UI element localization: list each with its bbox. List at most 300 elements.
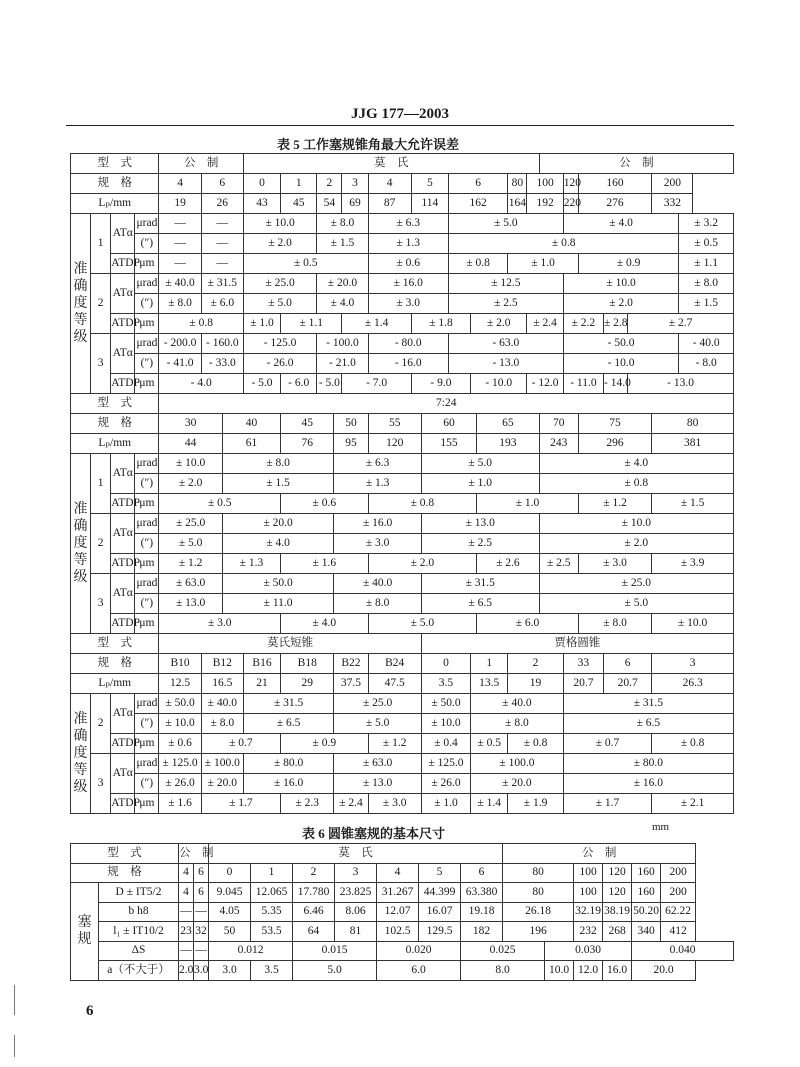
value-cell: - 5.0 <box>243 374 280 394</box>
spec-cell: 0 <box>209 863 251 883</box>
value-cell: ± 20.0 <box>201 774 243 794</box>
value-cell: ± 2.0 <box>563 294 679 314</box>
grade-number: 3 <box>91 574 111 634</box>
t5-s3-g2-sec <box>71 714 734 734</box>
accuracy-grade-label: 准确度等级 <box>71 694 91 814</box>
t5-s1-g1-dp <box>71 254 734 274</box>
value-cell: ± 13.0 <box>159 594 222 614</box>
spec-cell: 65 <box>477 414 540 434</box>
spec-cell: 100 <box>527 174 563 194</box>
t5-s3-g3-sec <box>71 774 734 794</box>
value-cell: - 13.0 <box>628 374 734 394</box>
unit-urad: μrad <box>135 274 159 294</box>
at-dp-label: ATDP <box>111 554 135 574</box>
value-cell: ± 63.0 <box>334 754 421 774</box>
value-cell: ± 2.0 <box>368 554 477 574</box>
spec-cell: 1 <box>471 654 508 674</box>
value-cell: ± 2.6 <box>477 554 540 574</box>
grade-number: 2 <box>91 514 111 574</box>
value-cell: ± 1.6 <box>281 554 368 574</box>
t5-s1-g2-dp <box>71 314 734 334</box>
value-cell: ± 8.0 <box>222 454 334 474</box>
value-cell: 100 <box>574 883 603 903</box>
unit-um: μm <box>135 494 159 514</box>
t5-s2-g1-sec <box>71 474 734 494</box>
spec-cell: B10 <box>159 654 201 674</box>
value-cell: — <box>201 234 243 254</box>
grade-number: 2 <box>91 274 111 334</box>
value-cell: 12.07 <box>377 902 419 922</box>
value-cell: 232 <box>574 922 603 942</box>
unit-seconds: (″) <box>135 774 159 794</box>
row-label: l₁ ± IT10/2 <box>99 922 179 942</box>
lp-cell: 20.7 <box>563 674 603 694</box>
value-cell: - 16.0 <box>368 354 448 374</box>
value-cell: ± 10.0 <box>159 454 222 474</box>
value-cell: ± 1.3 <box>334 474 421 494</box>
value-cell: ± 63.0 <box>159 574 222 594</box>
lp-label: Lₚ/mm <box>71 674 159 694</box>
spec-cell: 0 <box>421 654 470 674</box>
at-alpha-label: ATα <box>111 514 135 554</box>
spec-cell: B12 <box>201 654 243 674</box>
unit-urad: μrad <box>135 694 159 714</box>
value-cell: ± 2.0 <box>159 474 222 494</box>
t5-s2-g1-dp <box>71 494 734 514</box>
scan-edge-mark <box>14 985 15 1015</box>
t5-s3-g3-dp <box>71 794 734 814</box>
t5-s1-model-row <box>71 154 734 174</box>
model-label: 型 式 <box>71 634 159 654</box>
value-cell: ± 0.4 <box>421 734 470 754</box>
t5-s2-g3-urad <box>71 574 734 594</box>
value-cell: ± 1.0 <box>477 494 579 514</box>
t5-s1-g3-urad <box>71 334 734 354</box>
lp-cell: 276 <box>578 194 651 214</box>
value-cell: - 9.0 <box>411 374 470 394</box>
spec-cell: 40 <box>222 414 280 434</box>
value-cell: 8.0 <box>461 961 545 981</box>
lp-cell: 193 <box>477 434 540 454</box>
value-cell: ± 1.7 <box>563 794 651 814</box>
value-cell: ± 0.9 <box>578 254 679 274</box>
value-cell: - 50.0 <box>563 334 679 354</box>
lp-cell: 243 <box>539 434 578 454</box>
value-cell: ± 2.4 <box>527 314 563 334</box>
value-cell: - 200.0 <box>159 334 201 354</box>
value-cell: - 10.0 <box>471 374 527 394</box>
spec-cell: 33 <box>563 654 603 674</box>
t6-row-a <box>71 961 734 981</box>
value-cell: — <box>159 234 201 254</box>
value-cell: ± 50.0 <box>421 694 470 714</box>
value-cell: ± 0.6 <box>368 254 448 274</box>
spec-cell: 30 <box>159 414 222 434</box>
value-cell: - 10.0 <box>563 354 679 374</box>
value-cell: ± 2.1 <box>652 794 734 814</box>
lp-cell: 162 <box>448 194 507 214</box>
table5-caption: 表 5 工作塞规锥角最大允许误差 <box>277 137 460 152</box>
spec-cell: 55 <box>368 414 421 434</box>
value-cell: ± 3.0 <box>334 534 421 554</box>
row-label: D ± IT5/2 <box>99 883 179 903</box>
spec-cell: 70 <box>539 414 578 434</box>
spec-cell: 120 <box>563 174 578 194</box>
value-cell: - 14.0 <box>604 374 628 394</box>
spec-cell: 3 <box>342 174 368 194</box>
value-cell: ± 1.8 <box>411 314 470 334</box>
t5-s1-g2-sec <box>71 294 734 314</box>
value-cell: 120 <box>603 883 632 903</box>
running-header: JJG 177—2003 <box>351 106 449 122</box>
unit-um: μm <box>135 614 159 634</box>
lp-cell: 45 <box>281 194 317 214</box>
spec-cell: 50 <box>334 414 368 434</box>
value-cell: — <box>194 941 209 961</box>
value-cell: - 100.0 <box>317 334 368 354</box>
lp-cell: 12.5 <box>159 674 201 694</box>
value-cell: ± 25.0 <box>539 574 733 594</box>
lp-cell: 155 <box>421 434 476 454</box>
at-dp-label: ATDP <box>111 254 135 274</box>
lp-cell: 95 <box>334 434 368 454</box>
spec-cell: 4 <box>179 863 194 883</box>
t5-s2-g2-sec <box>71 534 734 554</box>
value-cell: ± 11.0 <box>222 594 334 614</box>
value-cell: - 4.0 <box>159 374 243 394</box>
value-cell: ± 2.0 <box>539 534 733 554</box>
value-cell: ± 3.2 <box>679 214 734 234</box>
t5-s3-g2-urad <box>71 694 734 714</box>
spec-cell: 4 <box>368 174 411 194</box>
at-dp-label: ATDP <box>111 734 135 754</box>
value-cell: 3.0 <box>194 961 209 981</box>
value-cell: ± 2.3 <box>281 794 334 814</box>
value-cell: ± 3.0 <box>578 554 651 574</box>
unit-um: μm <box>135 734 159 754</box>
spec-cell: 5 <box>411 174 448 194</box>
value-cell: ± 6.0 <box>477 614 579 634</box>
value-cell: — <box>179 902 194 922</box>
value-cell: 268 <box>603 922 632 942</box>
at-alpha-label: ATα <box>111 694 135 734</box>
value-cell: ± 31.5 <box>243 694 333 714</box>
value-cell: ± 1.2 <box>159 554 222 574</box>
value-cell: ± 3.9 <box>652 554 734 574</box>
value-cell: ± 2.4 <box>334 794 368 814</box>
row-label: a（不大于） <box>99 961 179 981</box>
spec-cell: 60 <box>421 414 476 434</box>
value-cell: ± 3.0 <box>368 294 448 314</box>
t5-s3-g2-dp <box>71 734 734 754</box>
spec-cell: 80 <box>508 174 527 194</box>
value-cell: ± 5.0 <box>243 294 316 314</box>
value-cell: 5.35 <box>251 902 293 922</box>
spec-cell: 120 <box>603 863 632 883</box>
value-cell: ± 2.5 <box>421 534 539 554</box>
page-number: 6 <box>86 1003 94 1019</box>
value-cell: ± 1.9 <box>508 794 563 814</box>
at-alpha-label: ATα <box>111 454 135 494</box>
spec-cell: 2 <box>293 863 335 883</box>
value-cell: ± 31.5 <box>563 694 733 714</box>
value-cell: 4 <box>179 883 194 903</box>
value-cell: ± 0.8 <box>448 254 507 274</box>
value-cell: 23.825 <box>335 883 377 903</box>
at-alpha-label: ATα <box>111 754 135 794</box>
spec-cell: 4 <box>377 863 419 883</box>
value-cell: 6.0 <box>377 961 461 981</box>
value-cell: ± 1.0 <box>243 314 280 334</box>
at-alpha-label: ATα <box>111 574 135 614</box>
t5-s3-spec-row <box>71 654 734 674</box>
t5-s2-g2-urad <box>71 514 734 534</box>
value-cell: 26.18 <box>503 902 574 922</box>
value-cell: 0.020 <box>377 941 461 961</box>
spec-cell: 45 <box>281 414 334 434</box>
t5-s3-g3-urad <box>71 754 734 774</box>
unit-um: μm <box>135 794 159 814</box>
spec-cell: B18 <box>281 654 334 674</box>
value-cell: 196 <box>503 922 574 942</box>
value-cell: 53.5 <box>251 922 293 942</box>
value-cell: ± 1.2 <box>578 494 651 514</box>
value-cell: 0.025 <box>461 941 545 961</box>
value-cell: 31.267 <box>377 883 419 903</box>
t5-s3-lp-row <box>71 674 734 694</box>
value-cell: 5.0 <box>293 961 377 981</box>
value-cell: ± 16.0 <box>368 274 448 294</box>
spec-cell: 80 <box>652 414 734 434</box>
lp-cell: 220 <box>563 194 578 214</box>
t5-s1-g2-urad <box>71 274 734 294</box>
value-cell: ± 0.8 <box>159 314 243 334</box>
value-cell: ± 5.0 <box>539 594 733 614</box>
value-cell: ± 10.0 <box>539 514 733 534</box>
value-cell: 200 <box>661 883 696 903</box>
t5-s1-lp-row <box>71 194 734 214</box>
lp-cell: 87 <box>368 194 411 214</box>
value-cell: 50 <box>209 922 251 942</box>
value-cell: 182 <box>461 922 503 942</box>
lp-cell: 44 <box>159 434 222 454</box>
value-cell: ± 0.8 <box>539 474 733 494</box>
spec-label: 规 格 <box>71 174 159 194</box>
spec-cell: 6 <box>448 174 507 194</box>
spec-cell: 160 <box>632 863 661 883</box>
value-cell: — <box>194 902 209 922</box>
value-cell: - 8.0 <box>679 354 734 374</box>
t6-row-l1 <box>71 922 734 942</box>
value-cell: ± 10.0 <box>563 274 679 294</box>
t5-s2-model-row <box>71 394 734 414</box>
lp-cell: 381 <box>652 434 734 454</box>
value-cell: ± 0.5 <box>679 234 734 254</box>
value-cell: ± 1.1 <box>679 254 734 274</box>
value-cell: - 5.0 <box>317 374 342 394</box>
value-cell: ± 6.5 <box>243 714 333 734</box>
grade-number: 3 <box>91 334 111 394</box>
table6-caption: 表 6 圆锥塞规的基本尺寸 <box>302 826 446 841</box>
value-cell: 32 <box>194 922 209 942</box>
value-cell: ± 1.5 <box>317 234 368 254</box>
unit-um: μm <box>135 374 159 394</box>
model-label: 型 式 <box>71 154 159 174</box>
t5-s2-g1-urad <box>71 454 734 474</box>
lp-cell: 19 <box>159 194 201 214</box>
at-dp-label: ATDP <box>111 374 135 394</box>
value-cell: ± 80.0 <box>563 754 733 774</box>
value-cell: - 125.0 <box>243 334 316 354</box>
value-cell: 8.06 <box>335 902 377 922</box>
unit-seconds: (″) <box>135 594 159 614</box>
value-cell: ± 0.5 <box>471 734 508 754</box>
value-cell: ± 100.0 <box>201 754 243 774</box>
value-cell: ± 1.7 <box>201 794 280 814</box>
value-cell: 50.20 <box>632 902 661 922</box>
at-alpha-label: ATα <box>111 274 135 314</box>
value-cell: ± 16.0 <box>243 774 333 794</box>
value-cell: 81 <box>335 922 377 942</box>
spec-cell: 2 <box>508 654 563 674</box>
table5 <box>70 153 734 814</box>
value-cell: ± 1.0 <box>421 794 470 814</box>
t6-spec-row <box>71 863 734 883</box>
value-cell: ± 1.5 <box>679 294 734 314</box>
value-cell: 160 <box>632 883 661 903</box>
value-cell: ± 4.0 <box>281 614 368 634</box>
group-morse: 莫 氏 <box>243 154 539 174</box>
value-cell: ± 50.0 <box>222 574 334 594</box>
value-cell: 63.380 <box>461 883 503 903</box>
lp-cell: 47.5 <box>368 674 421 694</box>
grade-number: 1 <box>91 214 111 274</box>
value-cell: ± 10.0 <box>421 714 470 734</box>
value-cell: ± 1.6 <box>159 794 201 814</box>
spec-label: 规 格 <box>71 863 179 883</box>
lp-cell: 19 <box>508 674 563 694</box>
value-cell: 6 <box>194 883 209 903</box>
at-alpha-label: ATα <box>111 214 135 254</box>
value-cell: ± 8.0 <box>578 614 651 634</box>
lp-cell: 61 <box>222 434 280 454</box>
value-cell: ± 2.0 <box>243 234 316 254</box>
value-cell: 102.5 <box>377 922 419 942</box>
value-cell: 0.040 <box>632 941 734 961</box>
value-cell: ± 31.5 <box>421 574 539 594</box>
at-alpha-label: ATα <box>111 334 135 374</box>
value-cell: ± 10.0 <box>159 714 201 734</box>
spec-cell: 6 <box>461 863 503 883</box>
value-cell: ± 25.0 <box>334 694 421 714</box>
value-cell: ± 13.0 <box>334 774 421 794</box>
spec-cell: 160 <box>578 174 651 194</box>
value-cell: 23 <box>179 922 194 942</box>
lp-cell: 164 <box>508 194 527 214</box>
unit-seconds: (″) <box>135 474 159 494</box>
scan-edge-mark <box>14 1035 15 1057</box>
value-cell: ± 1.0 <box>508 254 579 274</box>
value-cell: ± 8.0 <box>317 214 368 234</box>
row-label: ΔS <box>99 941 179 961</box>
value-cell: 129.5 <box>419 922 461 942</box>
spec-cell: 1 <box>281 174 317 194</box>
t5-s1-g3-dp <box>71 374 734 394</box>
t5-s1-g1-urad <box>71 214 734 234</box>
value-cell: 20.0 <box>632 961 696 981</box>
value-cell: 80 <box>503 883 574 903</box>
value-cell: ± 4.0 <box>222 534 334 554</box>
lp-cell: 54 <box>317 194 342 214</box>
spec-cell: 6 <box>201 174 243 194</box>
value-cell: 62.22 <box>661 902 696 922</box>
value-cell: ± 0.8 <box>368 494 477 514</box>
unit-urad: μrad <box>135 754 159 774</box>
lp-cell: 13.5 <box>471 674 508 694</box>
t5-s1-spec-row <box>71 174 734 194</box>
value-cell: - 6.0 <box>281 374 317 394</box>
value-cell: ± 20.0 <box>317 274 368 294</box>
t6-row-D <box>71 883 734 903</box>
value-cell: — <box>179 941 194 961</box>
lp-cell: 296 <box>578 434 651 454</box>
value-cell: ± 1.0 <box>421 474 539 494</box>
value-cell: ± 5.0 <box>368 614 477 634</box>
value-cell: ± 2.0 <box>471 314 527 334</box>
spec-cell: 100 <box>574 863 603 883</box>
value-cell: ± 0.7 <box>563 734 651 754</box>
value-cell: ± 16.0 <box>563 774 733 794</box>
table6-unit: mm <box>652 821 670 833</box>
value-cell: ± 3.0 <box>159 614 281 634</box>
value-cell: ± 40.0 <box>159 274 201 294</box>
lp-cell: 69 <box>342 194 368 214</box>
spec-cell: 2 <box>317 174 342 194</box>
value-cell: 3.5 <box>251 961 293 981</box>
lp-cell: 29 <box>281 674 334 694</box>
value-cell: ± 8.0 <box>471 714 564 734</box>
value-cell: ± 5.0 <box>334 714 421 734</box>
spec-cell: 0 <box>243 174 280 194</box>
grade-number: 1 <box>91 454 111 514</box>
spec-cell: 1 <box>251 863 293 883</box>
value-cell: ± 50.0 <box>159 694 201 714</box>
lp-cell: 26 <box>201 194 243 214</box>
value-cell: 17.780 <box>293 883 335 903</box>
value-cell: ± 2.8 <box>604 314 628 334</box>
at-dp-label: ATDP <box>111 314 135 334</box>
value-cell: ± 1.3 <box>222 554 280 574</box>
value-cell: ± 2.2 <box>563 314 603 334</box>
value-cell: 6.46 <box>293 902 335 922</box>
t5-s2-g3-dp <box>71 614 734 634</box>
value-cell: 0.015 <box>293 941 377 961</box>
t5-s2-g2-dp <box>71 554 734 574</box>
accuracy-grade-label: 准确度等级 <box>71 454 91 634</box>
value-cell: ± 0.6 <box>281 494 368 514</box>
value-cell: 3.0 <box>209 961 251 981</box>
value-cell: ± 8.0 <box>334 594 421 614</box>
unit-urad: μrad <box>135 574 159 594</box>
header-rule <box>66 125 734 126</box>
spec-cell: 75 <box>578 414 651 434</box>
unit-seconds: (″) <box>135 294 159 314</box>
unit-um: μm <box>135 254 159 274</box>
unit-urad: μrad <box>135 454 159 474</box>
value-cell: 32.19 <box>574 902 603 922</box>
value-cell: 0.030 <box>545 941 632 961</box>
value-cell: 412 <box>661 922 696 942</box>
